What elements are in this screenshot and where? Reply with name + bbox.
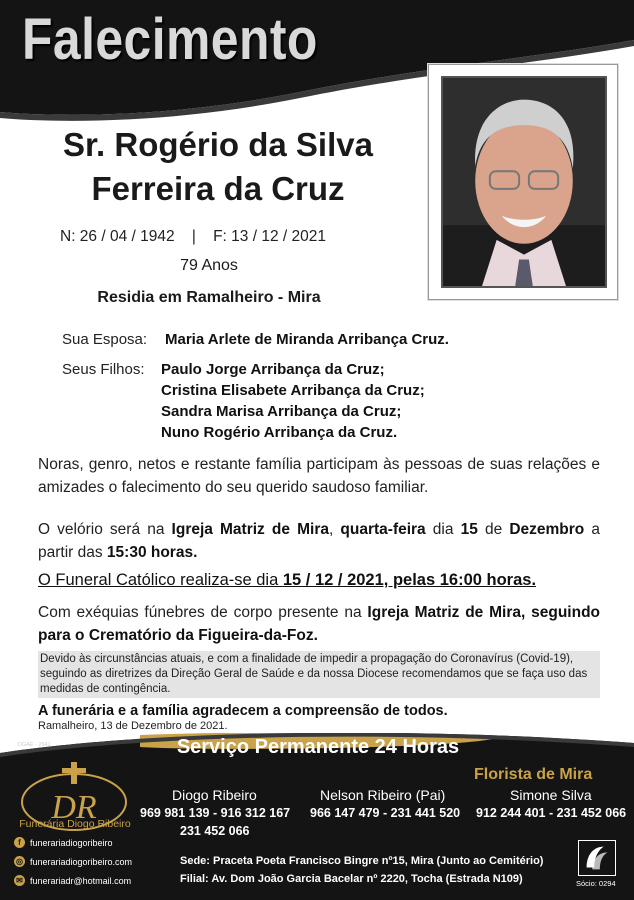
- child-name: Nuno Rogério Arribança da Cruz.: [161, 424, 398, 441]
- residence: Residia em Ramalheiro - Mira: [97, 289, 321, 306]
- contact-name: Simone Silva: [510, 787, 592, 803]
- logo-subtitle: Funerária Diogo Ribeiro: [19, 818, 131, 830]
- place-date: Ramalheiro, 13 de Dezembro de 2021.: [38, 720, 228, 732]
- contact-name: Nelson Ribeiro (Pai): [320, 787, 446, 803]
- spouse-label: Sua Esposa:: [62, 331, 148, 348]
- age: 79 Anos: [180, 257, 238, 274]
- address-hq: Sede: Praceta Poeta Francisco Bingre nº15, Mira (Junto ao Cemitério): [180, 855, 544, 867]
- contact-name: Diogo Ribeiro: [172, 787, 257, 803]
- portrait-frame: [428, 64, 618, 300]
- email-icon: ✉: [14, 875, 25, 886]
- dgae-code: DGAE - 2941: [18, 742, 51, 748]
- birth-death-dates: N: 26 / 04 / 1942 | F: 13 / 12 / 2021: [60, 228, 326, 245]
- logo-initials: DR: [51, 789, 97, 826]
- contact-phone: 912 244 401 - 231 452 066: [476, 806, 627, 820]
- contact-phone: 231 452 066: [180, 824, 250, 838]
- facebook-icon: f: [14, 837, 25, 848]
- deceased-name-line1: Sr. Rogério da Silva: [63, 126, 373, 163]
- page-title: Falecimento: [22, 7, 318, 72]
- contact-phone: 966 147 479 - 231 441 520: [310, 806, 461, 820]
- service-banner: Serviço Permanente 24 Horas: [176, 736, 460, 758]
- wake-text: O velório será na Igreja Matriz de Mira, quarta-feira dia 15 de Dezembro a partir das 15:30 horas.: [38, 521, 600, 561]
- social-instagram[interactable]: ◎ funerariadiogoribeiro.com: [16, 856, 133, 867]
- spouse-name: Maria Arlete de Miranda Arribança Cruz.: [165, 331, 449, 348]
- covid-notice: Devido às circunstâncias atuais, e com a finalidade de impedir a propagação do Coronavírus (Covid-19), seguindo as diretrizes da Direção Geral de Saúde e da nossa Diocese recomendamos que se faça uso das medidas de contingência.: [38, 651, 600, 698]
- florist-name: Florista de Mira: [474, 766, 593, 783]
- deceased-name-line2: Ferreira da Cruz: [91, 170, 345, 207]
- member-number: Sócio: 0294: [576, 879, 616, 888]
- association-logo-icon: [578, 840, 616, 876]
- social-facebook[interactable]: f funerariadiogoribeiro: [14, 837, 113, 848]
- announcement-text: Noras, genro, netos e restante família participam às pessoas de suas relações e amizades o falecimento do seu querido saudoso familiar.: [38, 456, 600, 496]
- children-label: Seus Filhos:: [62, 361, 145, 378]
- portrait-photo: [441, 76, 607, 288]
- child-name: Cristina Elisabete Arribança da Cruz;: [161, 382, 425, 399]
- instagram-icon: ◎: [14, 856, 25, 867]
- contact-phone: 969 981 139 - 916 312 167: [140, 806, 291, 820]
- child-name: Paulo Jorge Arribança da Cruz;: [161, 361, 385, 378]
- funeral-text: O Funeral Católico realiza-se dia 15 / 12 / 2021, pelas 16:00 horas.: [38, 571, 537, 589]
- child-name: Sandra Marisa Arribança da Cruz;: [161, 403, 402, 420]
- exequias-text: Com exéquias fúnebres de corpo presente na Igreja Matriz de Mira, seguindo para o Crematório da Figueira-da-Foz.: [38, 604, 601, 644]
- thanks-text: A funerária e a família agradecem a compreensão de todos.: [38, 703, 448, 719]
- social-email[interactable]: ✉ funerariadr@hotmail.com: [14, 875, 131, 886]
- address-branch: Filial: Av. Dom João Garcia Bacelar nº 2220, Tocha (Estrada N109): [180, 873, 523, 885]
